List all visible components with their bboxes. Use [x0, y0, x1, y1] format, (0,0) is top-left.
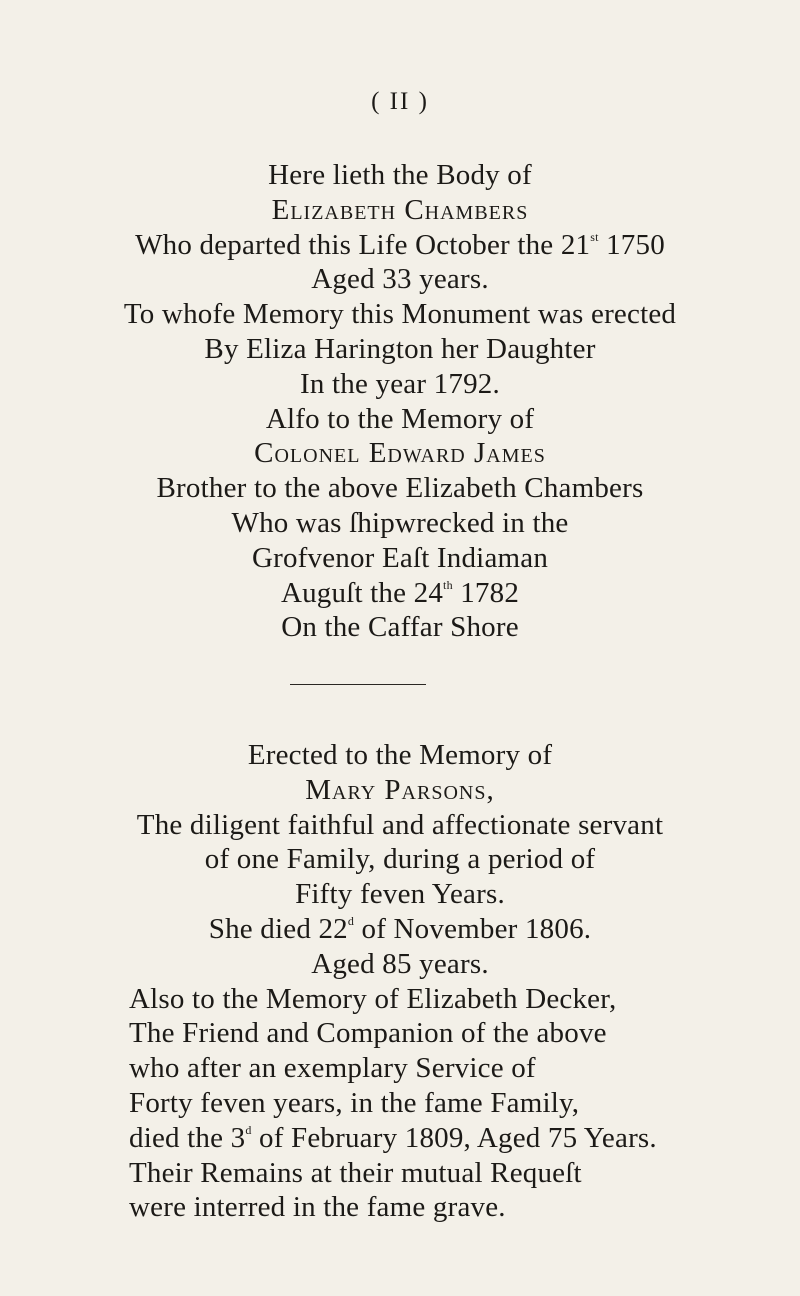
inscription-name: Elizabeth Chambers: [271, 193, 529, 226]
inscription-line: [0, 228, 800, 263]
inscription-line: By Eliza Harington her Daughter: [204, 332, 596, 365]
inscription-line: Who was ſhipwrecked in the: [231, 506, 569, 539]
inscription-name: Mary Parsons,: [305, 773, 495, 806]
inscription-line: To whofe Memory this Monument was erected: [123, 298, 677, 331]
ordinal-superscript: th: [443, 577, 453, 592]
second-memorial-inscription: [0, 738, 800, 1225]
page-number: ( II ): [371, 88, 429, 115]
inscription-line: Here lieth the Body of: [268, 159, 532, 191]
ordinal-superscript: d: [245, 1122, 252, 1137]
inscription-line: of one Family, during a period of: [204, 843, 596, 876]
ordinal-superscript: d: [347, 913, 355, 928]
inscription-line: Aged 33 years.: [311, 263, 489, 296]
inscription-line: Grofvenor Eaſt Indiaman: [251, 541, 549, 574]
inscription-text: of February 1809, Aged 75 Years.: [251, 1121, 657, 1154]
inscription-line: The Friend and Companion of the above: [129, 1017, 607, 1050]
inscription-line: Erected to the Memory of: [247, 739, 553, 771]
inscription-text: of November 1806.: [354, 912, 592, 945]
inscription-line: Their Remains at their mutual Requeſt: [129, 1156, 582, 1189]
inscription-line: Aged 85 years.: [311, 947, 489, 980]
inscription-line: [0, 576, 800, 611]
inscription-line: On the Caffar Shore: [281, 611, 519, 644]
inscription-line: who after an exemplary Service of: [129, 1052, 536, 1085]
inscription-line: Brother to the above Elizabeth Chambers: [156, 472, 644, 505]
inscription-text: Who departed this Life October the 21: [135, 228, 591, 261]
inscription-line: [0, 912, 800, 947]
inscription-line: [0, 1121, 800, 1156]
first-memorial-inscription: [0, 158, 800, 645]
inscription-text: 1750: [598, 228, 665, 261]
inscription-line: In the year 1792.: [300, 367, 500, 400]
inscription-line: Fifty feven Years.: [295, 878, 505, 911]
inscription-line: were interred in the fame grave.: [129, 1191, 506, 1224]
inscription-line: Alfo to the Memory of: [265, 402, 535, 435]
inscription-line: The diligent faithful and affectionate servant: [136, 808, 664, 841]
inscription-text: She died 22: [208, 912, 348, 945]
section-divider: [290, 684, 426, 685]
inscription-text: 1782: [452, 576, 520, 609]
inscription-name: Colonel Edward James: [254, 437, 546, 470]
inscription-line: Also to the Memory of Elizabeth Decker,: [129, 982, 617, 1015]
inscription-text: died the 3: [129, 1121, 246, 1154]
inscription-text: Auguſt the 24: [280, 576, 444, 609]
ordinal-superscript: st: [590, 229, 599, 244]
inscription-line: Forty feven years, in the fame Family,: [129, 1086, 580, 1119]
